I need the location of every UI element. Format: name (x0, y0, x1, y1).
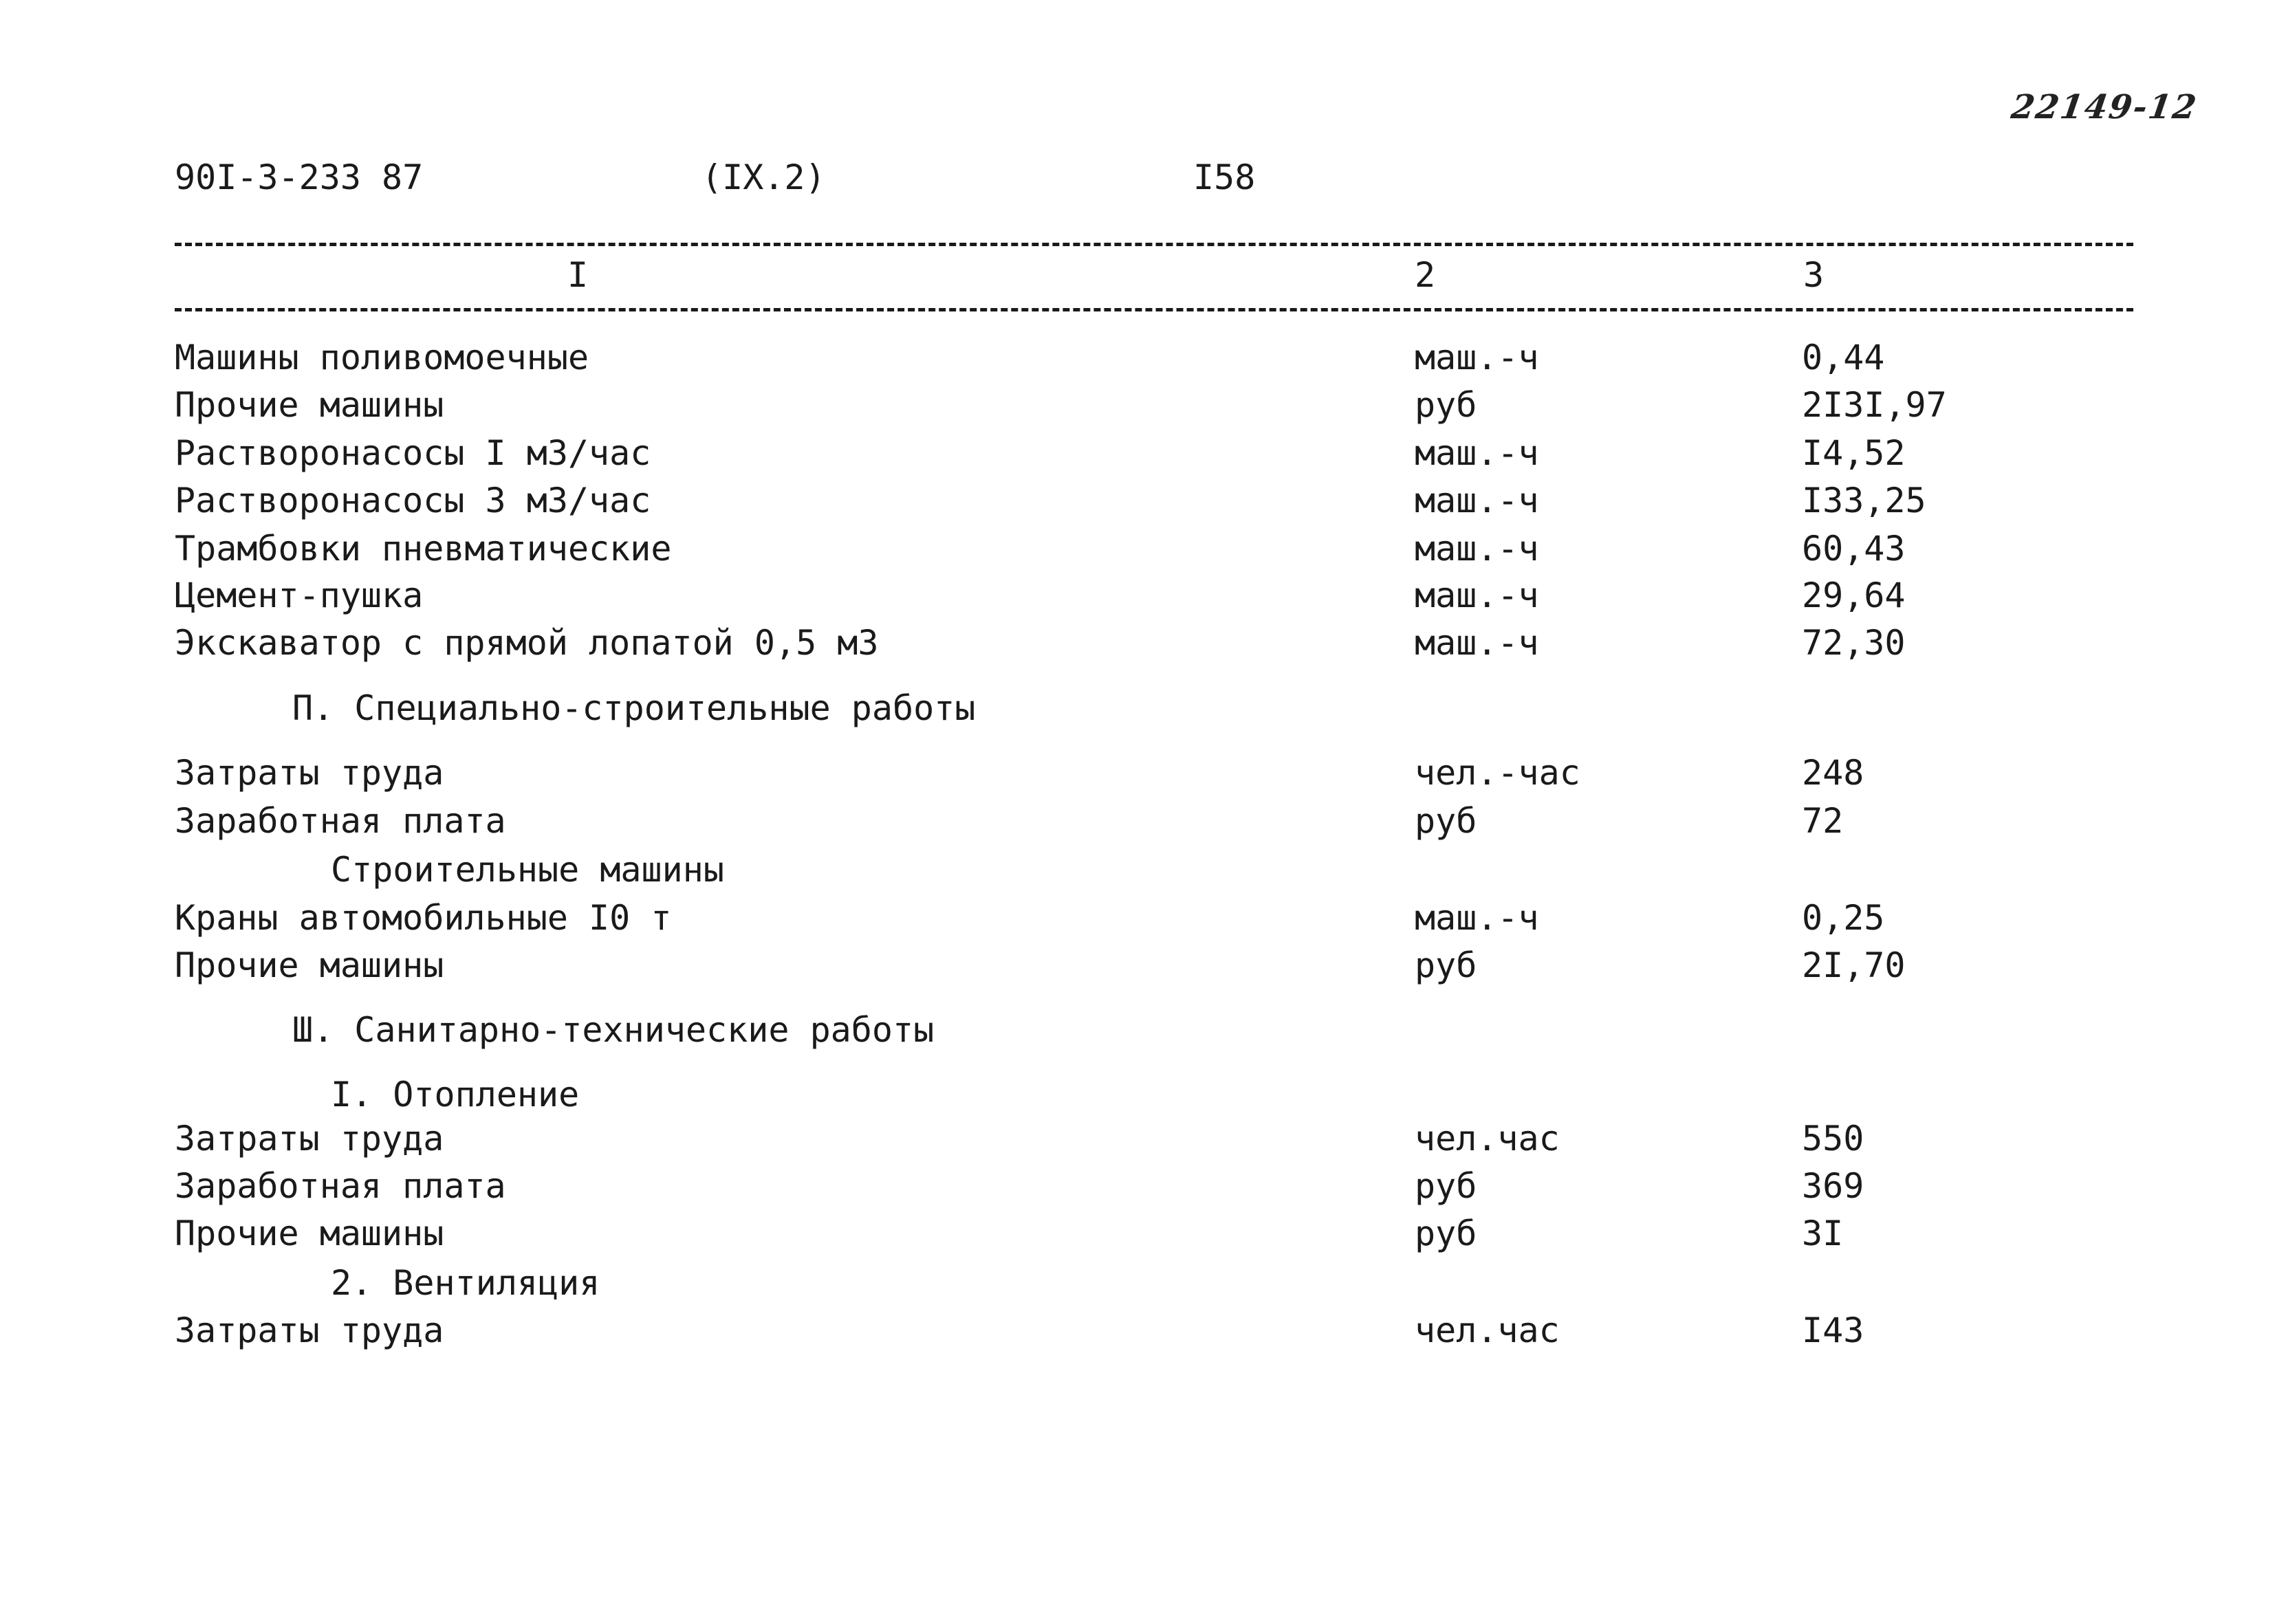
row-value: 60,43 (1802, 529, 1906, 569)
archive-stamp: 22149-12 (2009, 88, 2200, 127)
row-unit: руб (1415, 385, 1477, 425)
document-code: 90I-3-233 87 (175, 157, 424, 197)
row-name: Экскаватор с прямой лопатой 0,5 м3 (175, 623, 879, 663)
row-unit: маш.-ч (1415, 623, 1539, 663)
row-unit: маш.-ч (1415, 433, 1539, 473)
table-row (0, 751, 2275, 794)
table-row (0, 800, 2275, 842)
table-row (0, 384, 2275, 426)
row-name: Прочие машины (175, 945, 444, 985)
table-row (0, 527, 2275, 570)
table-row (0, 574, 2275, 617)
table-row (0, 1165, 2275, 1207)
row-name: Цемент-пушка (175, 575, 424, 615)
row-value: 2I3I,97 (1802, 385, 1947, 425)
row-value: 72 (1802, 801, 1844, 841)
table-row (0, 479, 2275, 522)
row-unit: чел.час (1415, 1119, 1560, 1159)
row-value: 3I (1802, 1214, 1844, 1253)
row-value: 248 (1802, 753, 1864, 793)
row-value: 550 (1802, 1119, 1864, 1159)
section-heading: П. Специально-строительные работы (292, 688, 976, 728)
row-name: Растворонасосы 3 м3/час (175, 481, 651, 520)
subsection-heading: 2. Вентиляция (331, 1263, 600, 1303)
table-row (0, 1212, 2275, 1255)
row-value: 2I,70 (1802, 945, 1906, 985)
table-row (0, 1309, 2275, 1352)
row-unit: руб (1415, 801, 1477, 841)
row-name: Прочие машины (175, 385, 444, 425)
row-unit: маш.-ч (1415, 338, 1539, 377)
row-unit: маш.-ч (1415, 481, 1539, 520)
section-heading: Ш. Санитарно-технические работы (292, 1010, 935, 1050)
column-header-3: 3 (1803, 255, 1825, 295)
table-header-rule (175, 308, 2133, 311)
section-number: (IX.2) (701, 157, 826, 197)
row-name: Машины поливомоечные (175, 338, 589, 377)
row-unit: чел.час (1415, 1310, 1560, 1350)
table-top-rule (175, 243, 2133, 246)
page-number: I58 (1193, 157, 1256, 197)
column-header-1: I (567, 255, 589, 295)
row-value: I4,52 (1802, 433, 1906, 473)
table-row (0, 944, 2275, 987)
row-unit: руб (1415, 945, 1477, 985)
column-header-2: 2 (1415, 255, 1436, 295)
row-value: I33,25 (1802, 481, 1926, 520)
row-value: 0,44 (1802, 338, 1885, 377)
row-name: Трамбовки пневматические (175, 529, 672, 569)
table-row (0, 897, 2275, 939)
row-unit: маш.-ч (1415, 898, 1539, 938)
row-name: Затраты труда (175, 1119, 444, 1159)
row-value: 369 (1802, 1166, 1864, 1206)
row-value: 29,64 (1802, 575, 1906, 615)
table-row (0, 432, 2275, 474)
subsection-heading: Строительные машины (331, 850, 724, 890)
table-row (0, 1117, 2275, 1160)
row-value: 0,25 (1802, 898, 1885, 938)
row-unit: маш.-ч (1415, 529, 1539, 569)
row-name: Растворонасосы I м3/час (175, 433, 651, 473)
table-row (0, 622, 2275, 664)
table-row (0, 336, 2275, 379)
row-name: Затраты труда (175, 1310, 444, 1350)
row-unit: чел.-час (1415, 753, 1580, 793)
row-name: Прочие машины (175, 1214, 444, 1253)
row-value: I43 (1802, 1310, 1864, 1350)
row-unit: руб (1415, 1166, 1477, 1206)
row-name: Краны автомобильные I0 т (175, 898, 672, 938)
subsection-heading: I. Отопление (331, 1075, 580, 1115)
row-value: 72,30 (1802, 623, 1906, 663)
row-unit: руб (1415, 1214, 1477, 1253)
row-name: Затраты труда (175, 753, 444, 793)
row-unit: маш.-ч (1415, 575, 1539, 615)
row-name: Заработная плата (175, 1166, 506, 1206)
row-name: Заработная плата (175, 801, 506, 841)
